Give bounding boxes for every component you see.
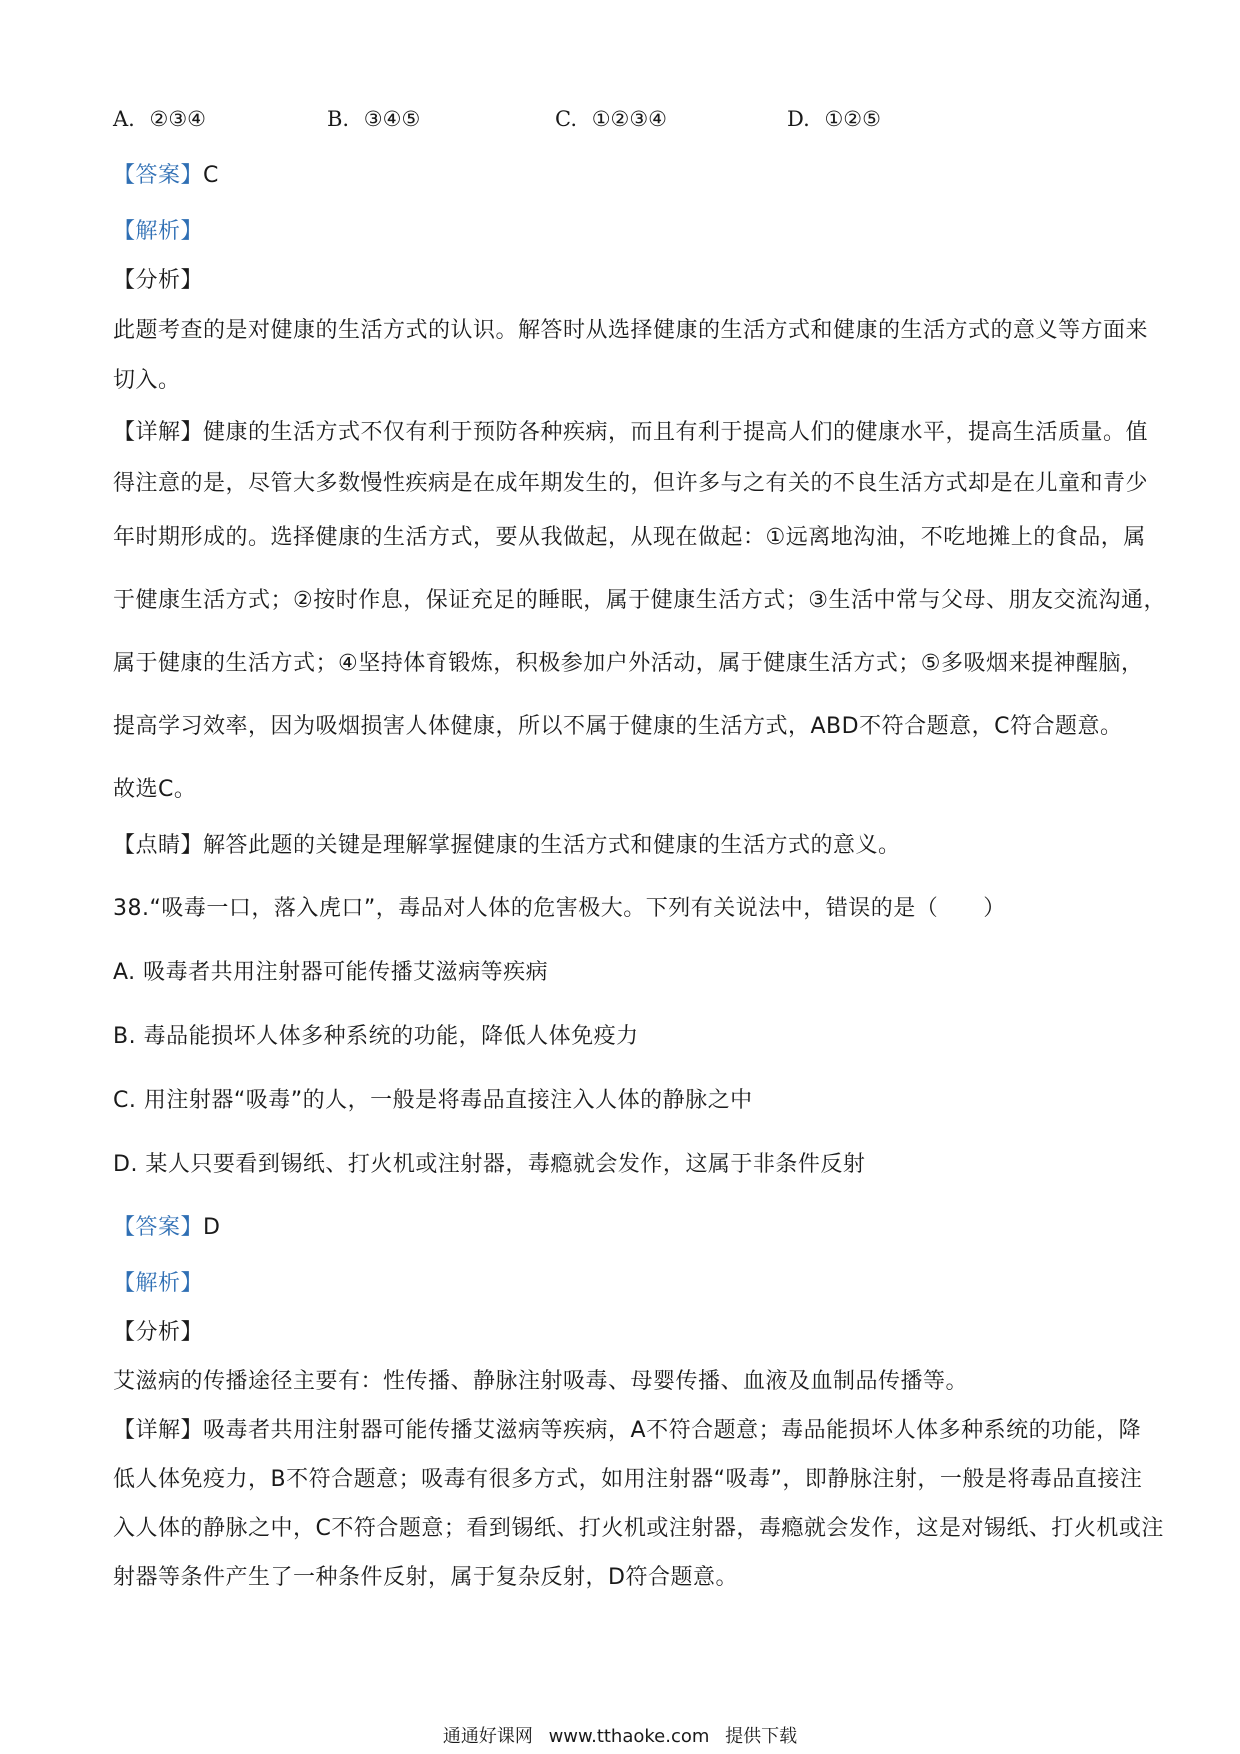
- option-d: [787, 104, 881, 134]
- prev-answer: [113, 161, 1133, 191]
- xiangjie-text: 健康的生活方式不仅有利于预防各种疾病，而且有利于提高人们的健康水平，提高生活质量。值: [203, 420, 1149, 445]
- question-38-option-a: A. 吸毒者共用注射器可能传播艾滋病等疾病: [113, 960, 549, 985]
- option-a: [113, 104, 206, 134]
- question-38-answer: [113, 1213, 1133, 1243]
- prev-dianjing: [113, 831, 1133, 861]
- prev-conclusion: 故选C。: [113, 777, 197, 802]
- question-38-xiangjie-line-1: [113, 1416, 1142, 1446]
- option-letter: A.: [113, 107, 135, 131]
- question-38-stem: 38.“吸毒一口，落入虎口”，毒品对人体的危害极大。下列有关说法中，错误的是（ ）: [113, 896, 1006, 921]
- question-38-fenxi-tag: 【分析】: [113, 1320, 204, 1345]
- xiangjie-tag: 【详解】: [113, 420, 204, 445]
- page-footer: [0, 1725, 1240, 1749]
- prev-xiangjie-line-4: 于健康生活方式；②按时作息，保证充足的睡眠，属于健康生活方式；③生活中常与父母、朋友交流沟通，: [113, 588, 1166, 613]
- question-38-option-b: B. 毒品能损坏人体多种系统的功能，降低人体免疫力: [113, 1024, 639, 1049]
- option-c: [555, 104, 667, 134]
- answer-tag: 【答案】: [113, 1215, 204, 1240]
- option-b: [327, 104, 420, 134]
- xiangjie-tag: 【详解】: [113, 1418, 204, 1443]
- prev-xiangjie-line-6: 提高学习效率，因为吸烟损害人体健康，所以不属于健康的生活方式，ABD不符合题意，C符合题意。: [113, 714, 1123, 739]
- footer-url[interactable]: www.tthaoke.com: [548, 1726, 710, 1747]
- question-38-option-c: C. 用注射器“吸毒”的人，一般是将毒品直接注入人体的静脉之中: [113, 1088, 753, 1113]
- option-text: ①②⑤: [824, 107, 881, 131]
- dianjing-text: 解答此题的关键是理解掌握健康的生活方式和健康的生活方式的意义。: [203, 833, 901, 858]
- option-letter: B.: [327, 107, 350, 131]
- option-letter: D.: [787, 107, 810, 131]
- prev-xiangjie-line-1: [113, 418, 1149, 448]
- prev-xiangjie-line-5: 属于健康的生活方式；④坚持体育锻炼，积极参加户外活动，属于健康生活方式；⑤多吸烟来提神醒脑，: [113, 651, 1144, 676]
- question-38-xiangjie-line-4: 射器等条件产生了一种条件反射，属于复杂反射，D符合题意。: [113, 1565, 738, 1590]
- question-38-jiexi-tag: 【解析】: [113, 1271, 204, 1296]
- option-text: ②③④: [149, 107, 207, 131]
- prev-fenxi-line-2: 切入。: [113, 368, 181, 393]
- xiangjie-text: 吸毒者共用注射器可能传播艾滋病等疾病，A不符合题意；毒品能损坏人体多种系统的功能，降: [203, 1418, 1142, 1443]
- option-text: ①②③④: [591, 107, 667, 131]
- prev-xiangjie-line-2: 得注意的是，尽管大多数慢性疾病是在成年期发生的，但许多与之有关的不良生活方式却是在儿童和青少: [113, 471, 1149, 496]
- answer-value: C: [203, 163, 219, 188]
- answer-tag: 【答案】: [113, 163, 204, 188]
- prev-fenxi-tag: 【分析】: [113, 268, 204, 293]
- dianjing-tag: 【点睛】: [113, 833, 204, 858]
- question-38-xiangjie-line-2: 低人体免疫力，B不符合题意；吸毒有很多方式，如用注射器“吸毒”，即静脉注射，一般是将毒品直接注: [113, 1467, 1143, 1492]
- prev-xiangjie-line-3: 年时期形成的。选择健康的生活方式，要从我做起，从现在做起：①远离地沟油，不吃地摊上的食品，属: [113, 525, 1146, 550]
- question-38-option-d: D. 某人只要看到锡纸、打火机或注射器，毒瘾就会发作，这属于非条件反射: [113, 1152, 866, 1177]
- footer-site-name: 通通好课网: [442, 1726, 533, 1747]
- prev-question-options: [113, 104, 1133, 134]
- question-38-xiangjie-line-3: 入人体的静脉之中，C不符合题意；看到锡纸、打火机或注射器，毒瘾就会发作，这是对锡纸、打火机或注: [113, 1516, 1164, 1541]
- prev-fenxi-line-1: 此题考查的是对健康的生活方式的认识。解答时从选择健康的生活方式和健康的生活方式的意义等方面来: [113, 318, 1149, 343]
- footer-suffix: 提供下载: [725, 1726, 798, 1747]
- option-letter: C.: [555, 107, 577, 131]
- question-38-fenxi-text: 艾滋病的传播途径主要有：性传播、静脉注射吸毒、母婴传播、血液及血制品传播等。: [113, 1369, 969, 1394]
- option-text: ③④⑤: [363, 107, 421, 131]
- prev-jiexi-tag: 【解析】: [113, 219, 204, 244]
- answer-value: D: [203, 1215, 221, 1240]
